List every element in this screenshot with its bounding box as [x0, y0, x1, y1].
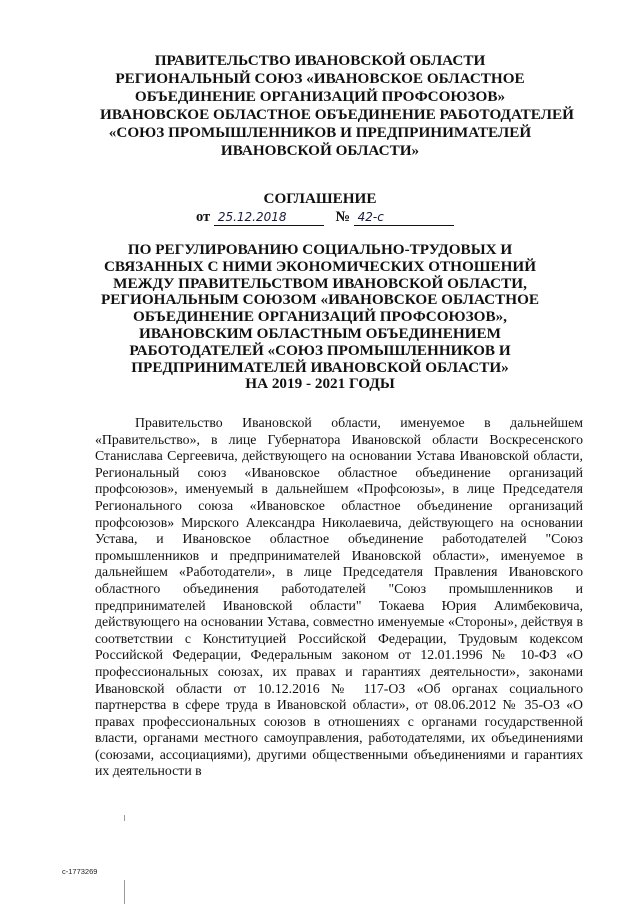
subject-line: СВЯЗАННЫХ С НИМИ ЭКОНОМИЧЕСКИХ ОТНОШЕНИЙ — [103, 257, 537, 275]
subject-line: ОБЪЕДИНЕНИЕ ОРГАНИЗАЦИЙ ПРОФСОЮЗОВ», — [133, 308, 507, 326]
subject-line: ИВАНОВСКИМ ОБЛАСТНЫМ ОБЪЕДИНЕНИЕМ — [139, 324, 501, 342]
header-line: ОБЪЕДИНЕНИЕ ОРГАНИЗАЦИЙ ПРОФСОЮЗОВ» — [134, 88, 506, 105]
number-label: № — [335, 209, 351, 225]
scan-mark — [124, 815, 125, 821]
header-line: ИВАНОВСКОЕ ОБЛАСТНОЕ ОБЪЕДИНЕНИЕ РАБОТОДАТЕЛЕЙ — [100, 106, 574, 123]
header-line: ИВАНОВСКОЙ ОБЛАСТИ» — [220, 142, 420, 159]
agreement-number: 42-с — [354, 210, 454, 226]
subject-line: НА 2019 - 2021 ГОДЫ — [245, 375, 395, 393]
header-line: «СОЮЗ ПРОМЫШЛЕННИКОВ И ПРЕДПРИНИМАТЕЛЕЙ — [108, 124, 532, 141]
from-label: от — [196, 209, 211, 225]
subject-line: РЕГИОНАЛЬНЫМ СОЮЗОМ «ИВАНОВСКОЕ ОБЛАСТНОЕ — [100, 291, 540, 309]
subject-line: РАБОТОДАТЕЛЕЙ «СОЮЗ ПРОМЫШЛЕННИКОВ И — [129, 341, 511, 359]
document-code: с-1773269 — [62, 867, 98, 876]
subject-line: ПО РЕГУЛИРОВАНИЮ СОЦИАЛЬНО-ТРУДОВЫХ И — [127, 241, 513, 258]
preamble-paragraph: Правительство Ивановской области, именуемое в дальнейшем «Правительство», в лице Губернатора Ивановской области Воскресенского Станислава Сергеевича, действующего на основании Устава Ивановской области, Региональный союз «Ивановское областное объединение организаций профсоюзов», именуемый в дальнейшем «Профсоюзы», в лице Председателя Регионального союза «Ивановское областное объединение организаций профсоюзов» Мирского Александра Николаевича, действующего на основании Устава, и Ивановское областное объединение работодателей "Союз промышленников и предпринимателей Ивановской области», именуемое в дальнейшем «Работодатели», в лице Председателя Правления Ивановского областного объединения работодателей "Союз промышленников и предпринимателей Ивановской области" Токаева Юрия Алимбековича, действующего на основании Устава, совместно именуемые «Стороны», действуя в соответствии с Конституцией Российской Федерации, Трудовым кодексом Российской Федерации, Федеральным законом от 12.01.1996 № 10-ФЗ «О профессиональных союзах, их правах и гарантиях деятельности», законами Ивановской области от 10.12.2016 № 117-ОЗ «Об органах социального партнерства в сфере труда в Ивановской области», от 08.06.2012 № 35-ОЗ «О правах профессиональных союзов в отношениях с органами государственной власти, органами местного самоуправления, работодателями, их объединениями (союзами, ассоциациями), другими общественными объединениями и гарантиях их деятельности в — [95, 415, 583, 779]
subject-line: ПРЕДПРИНИМАТЕЛЕЙ ИВАНОВСКОЙ ОБЛАСТИ» — [131, 358, 509, 376]
agreement-date: 25.12.2018 — [214, 210, 324, 226]
header-line: РЕГИОНАЛЬНЫЙ СОЮЗ «ИВАНОВСКОЕ ОБЛАСТНОЕ — [115, 70, 525, 87]
agreement-title: СОГЛАШЕНИЕ — [263, 190, 377, 207]
subject-line: МЕЖДУ ПРАВИТЕЛЬСТВОМ ИВАНОВСКОЙ ОБЛАСТИ, — [113, 274, 527, 292]
agreement-date-number-line — [196, 208, 496, 226]
scan-mark — [124, 880, 125, 904]
issuing-parties-header — [100, 52, 574, 160]
header-line: ПРАВИТЕЛЬСТВО ИВАНОВСКОЙ ОБЛАСТИ — [154, 52, 486, 69]
agreement-subject — [100, 242, 540, 393]
